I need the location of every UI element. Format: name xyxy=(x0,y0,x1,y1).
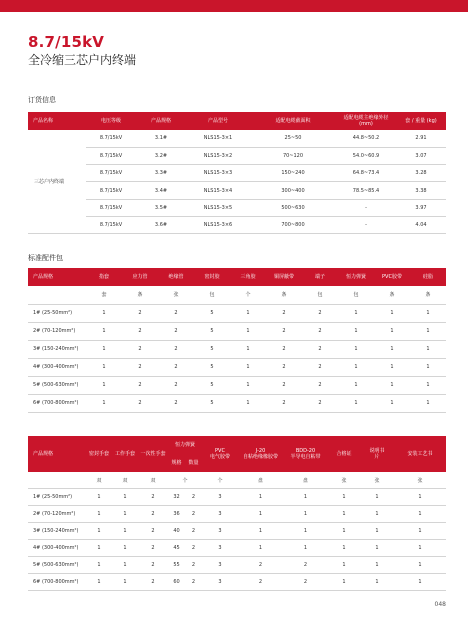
qty-cell: 1 xyxy=(86,556,112,573)
page-number: 048 xyxy=(434,601,446,608)
table-row xyxy=(28,358,446,376)
order-cell-spec: 3.2# xyxy=(136,147,186,164)
qty-cell: 1 xyxy=(112,489,138,506)
order-col-header: 适配电缆截面积 xyxy=(250,112,336,130)
qty-cell: 1 xyxy=(374,322,410,340)
qty-cell: 1 xyxy=(374,376,410,394)
page-title: 8.7/15kV xyxy=(28,33,105,51)
qty-cell: 2 xyxy=(122,322,158,340)
table-row xyxy=(28,556,446,573)
qty-cell: 2 xyxy=(122,376,158,394)
qty-cell: 1 xyxy=(410,304,446,322)
table-row xyxy=(28,573,446,590)
qty-cell: 5 xyxy=(194,358,230,376)
qty-cell: 1 xyxy=(86,394,122,412)
qty-cell: 1 xyxy=(360,540,394,557)
qty-cell: 2 xyxy=(302,394,338,412)
unit-cell: 张 xyxy=(394,472,446,489)
order-cell-diameter: 44.8~50.2 xyxy=(336,130,396,147)
qty-cell: 1 xyxy=(328,523,360,540)
table-row xyxy=(28,182,446,199)
qty-cell: 3 xyxy=(202,506,238,523)
qty-cell: 1 xyxy=(394,506,446,523)
qty-cell: 2 xyxy=(158,358,194,376)
qty-cell: 1 xyxy=(374,304,410,322)
order-cell-area: 150~240 xyxy=(250,165,336,182)
qty-cell: 1 xyxy=(86,322,122,340)
qty-cell: 1 xyxy=(238,506,283,523)
order-cell-model: NLS15-3×3 xyxy=(186,165,250,182)
unit-cell: 张 xyxy=(328,472,360,489)
spec-cell: 4# (300-400mm²) xyxy=(28,540,86,557)
qty-cell: 2 xyxy=(122,340,158,358)
std-col-header: 硅脂 xyxy=(410,268,446,286)
qty-cell: 2 xyxy=(122,394,158,412)
qty-cell: 1 xyxy=(238,540,283,557)
acc-sub-header: 数量 xyxy=(185,454,202,472)
qty-cell: 3 xyxy=(202,540,238,557)
qty-cell: 2 xyxy=(185,573,202,590)
unit-cell: 张 xyxy=(158,286,194,304)
unit-cell: 双 xyxy=(86,472,112,489)
qty-cell: 2 xyxy=(158,376,194,394)
table-row xyxy=(28,394,446,412)
qty-cell: 1 xyxy=(360,506,394,523)
order-cell-model: NLS15-3×1 xyxy=(186,130,250,147)
qty-cell: 1 xyxy=(338,322,374,340)
unit-cell: 包 xyxy=(194,286,230,304)
spec-cell: 3# (150-240mm²) xyxy=(28,340,86,358)
std-col-header: PVC胶带 xyxy=(374,268,410,286)
qty-cell: 2 xyxy=(158,304,194,322)
qty-cell: 1 xyxy=(328,573,360,590)
acc-sub-header: 规格 xyxy=(168,454,185,472)
order-cell-spec: 3.3# xyxy=(136,165,186,182)
unit-cell xyxy=(28,286,86,304)
qty-cell: 1 xyxy=(86,573,112,590)
extra-accessory-table xyxy=(28,436,446,591)
qty-cell: 1 xyxy=(338,340,374,358)
unit-row xyxy=(28,472,446,489)
qty-cell: 2 xyxy=(266,394,302,412)
std-col-header: 指套 xyxy=(86,268,122,286)
unit-cell: 个 xyxy=(230,286,266,304)
order-cell-spec: 3.6# xyxy=(136,216,186,233)
qty-cell: 3 xyxy=(202,573,238,590)
acc-col-header: J-20 自粘绝缘橡胶带 xyxy=(238,436,283,472)
qty-cell: 2 xyxy=(302,304,338,322)
qty-cell: 40 xyxy=(168,523,185,540)
acc-col-header: 工作手套 xyxy=(112,436,138,472)
table-row xyxy=(28,165,446,182)
qty-cell: 1 xyxy=(360,523,394,540)
qty-cell: 1 xyxy=(230,358,266,376)
qty-cell: 1 xyxy=(360,556,394,573)
acc-col-header: 密封手套 xyxy=(86,436,112,472)
qty-cell: 1 xyxy=(86,506,112,523)
qty-cell: 2 xyxy=(302,376,338,394)
qty-cell: 1 xyxy=(374,358,410,376)
std-col-header: 三角胶 xyxy=(230,268,266,286)
table-row xyxy=(28,340,446,358)
qty-cell: 2 xyxy=(266,376,302,394)
qty-cell: 1 xyxy=(112,573,138,590)
order-cell-area: 500~630 xyxy=(250,199,336,216)
spec-cell: 5# (500-630mm²) xyxy=(28,376,86,394)
qty-cell: 1 xyxy=(394,523,446,540)
qty-cell: 1 xyxy=(230,304,266,322)
spec-cell: 6# (700-800mm²) xyxy=(28,394,86,412)
qty-cell: 1 xyxy=(112,556,138,573)
qty-cell: 1 xyxy=(394,540,446,557)
std-col-header: 端子 xyxy=(302,268,338,286)
qty-cell: 45 xyxy=(168,540,185,557)
order-col-header: 适配电缆主绝缘外径 (mm) xyxy=(336,112,396,130)
qty-cell: 1 xyxy=(394,573,446,590)
table-row xyxy=(28,147,446,164)
qty-cell: 1 xyxy=(410,376,446,394)
unit-row xyxy=(28,286,446,304)
qty-cell: 1 xyxy=(328,489,360,506)
qty-cell: 5 xyxy=(194,340,230,358)
qty-cell: 1 xyxy=(86,304,122,322)
unit-cell: 个 xyxy=(202,472,238,489)
qty-cell: 1 xyxy=(410,340,446,358)
order-cell-voltage: 8.7/15kV xyxy=(86,165,136,182)
unit-cell: 盘 xyxy=(283,472,328,489)
order-col-header: 产品名称 xyxy=(28,112,86,130)
unit-cell: 包 xyxy=(302,286,338,304)
std-col-header: 铜屏蔽带 xyxy=(266,268,302,286)
order-cell-weight: 3.97 xyxy=(396,199,446,216)
spec-cell: 4# (300-400mm²) xyxy=(28,358,86,376)
qty-cell: 1 xyxy=(86,540,112,557)
order-cell-weight: 3.38 xyxy=(396,182,446,199)
table-row xyxy=(28,130,446,147)
qty-cell: 1 xyxy=(230,376,266,394)
order-col-header: 套 / 重量 (kg) xyxy=(396,112,446,130)
spec-cell: 1# (25-50mm²) xyxy=(28,489,86,506)
unit-cell-blank xyxy=(28,472,86,489)
qty-cell: 5 xyxy=(194,304,230,322)
qty-cell: 36 xyxy=(168,506,185,523)
acc-col-header: 说明书 片 xyxy=(360,436,394,472)
qty-cell: 1 xyxy=(86,523,112,540)
qty-cell: 2 xyxy=(302,322,338,340)
page-subtitle: 全冷缩三芯户内终端 xyxy=(28,53,137,67)
spec-cell: 3# (150-240mm²) xyxy=(28,523,86,540)
qty-cell: 1 xyxy=(338,304,374,322)
qty-cell: 1 xyxy=(238,489,283,506)
qty-cell: 2 xyxy=(122,358,158,376)
qty-cell: 2 xyxy=(283,573,328,590)
qty-cell: 2 xyxy=(185,540,202,557)
spec-cell: 2# (70-120mm²) xyxy=(28,506,86,523)
qty-cell: 1 xyxy=(230,340,266,358)
order-cell-voltage: 8.7/15kV xyxy=(86,182,136,199)
order-cell-diameter: - xyxy=(336,216,396,233)
order-cell-area: 700~800 xyxy=(250,216,336,233)
std-col-header: 产品规格 xyxy=(28,268,86,286)
order-cell-weight: 2.91 xyxy=(396,130,446,147)
qty-cell: 2 xyxy=(158,322,194,340)
acc-col-header: 恒力弹簧 xyxy=(168,436,202,454)
acc-col-header: 一次性手套 xyxy=(138,436,168,472)
order-cell-weight: 4.04 xyxy=(396,216,446,233)
qty-cell: 2 xyxy=(266,322,302,340)
unit-cell: 个 xyxy=(168,472,202,489)
order-cell-model: NLS15-3×2 xyxy=(186,147,250,164)
order-cell-voltage: 8.7/15kV xyxy=(86,130,136,147)
table-row xyxy=(28,199,446,216)
qty-cell: 1 xyxy=(86,340,122,358)
acc-col-header: 合格证 xyxy=(328,436,360,472)
qty-cell: 1 xyxy=(112,540,138,557)
std-col-header: 绝缘管 xyxy=(158,268,194,286)
qty-cell: 1 xyxy=(360,573,394,590)
unit-cell: 包 xyxy=(338,286,374,304)
qty-cell: 2 xyxy=(283,556,328,573)
qty-cell: 1 xyxy=(394,489,446,506)
order-cell-area: 300~400 xyxy=(250,182,336,199)
std-accessory-table xyxy=(28,268,446,413)
spec-cell: 2# (70-120mm²) xyxy=(28,322,86,340)
order-cell-voltage: 8.7/15kV xyxy=(86,199,136,216)
table-row xyxy=(28,322,446,340)
qty-cell: 1 xyxy=(328,506,360,523)
qty-cell: 1 xyxy=(328,540,360,557)
table-row xyxy=(28,376,446,394)
qty-cell: 1 xyxy=(230,394,266,412)
qty-cell: 3 xyxy=(202,556,238,573)
qty-cell: 1 xyxy=(338,394,374,412)
qty-cell: 1 xyxy=(86,358,122,376)
unit-cell: 条 xyxy=(266,286,302,304)
table-row xyxy=(28,523,446,540)
table-row xyxy=(28,540,446,557)
qty-cell: 2 xyxy=(158,340,194,358)
order-table xyxy=(28,112,446,234)
qty-cell: 2 xyxy=(122,304,158,322)
order-cell-voltage: 8.7/15kV xyxy=(86,216,136,233)
order-cell-diameter: - xyxy=(336,199,396,216)
qty-cell: 1 xyxy=(283,489,328,506)
qty-cell: 1 xyxy=(86,489,112,506)
order-cell-weight: 3.07 xyxy=(396,147,446,164)
std-col-header: 应力管 xyxy=(122,268,158,286)
qty-cell: 5 xyxy=(194,376,230,394)
unit-cell: 双 xyxy=(112,472,138,489)
qty-cell: 55 xyxy=(168,556,185,573)
qty-cell: 2 xyxy=(302,358,338,376)
qty-cell: 2 xyxy=(266,340,302,358)
qty-cell: 1 xyxy=(86,376,122,394)
table-row xyxy=(28,489,446,506)
spec-cell: 6# (700-800mm²) xyxy=(28,573,86,590)
qty-cell: 2 xyxy=(185,556,202,573)
acc-col-header: BDD-20 半导电自粘带 xyxy=(283,436,328,472)
qty-cell: 2 xyxy=(138,523,168,540)
spec-cell: 1# (25-50mm²) xyxy=(28,304,86,322)
qty-cell: 1 xyxy=(338,376,374,394)
unit-cell: 张 xyxy=(360,472,394,489)
order-section-title: 订货信息 xyxy=(28,96,56,104)
unit-cell: 套 xyxy=(86,286,122,304)
product-name-cell: 三芯户内终端 xyxy=(28,130,86,234)
qty-cell: 2 xyxy=(238,573,283,590)
unit-cell: 盘 xyxy=(238,472,283,489)
qty-cell: 1 xyxy=(410,322,446,340)
order-cell-model: NLS15-3×4 xyxy=(186,182,250,199)
qty-cell: 1 xyxy=(394,556,446,573)
order-cell-spec: 3.4# xyxy=(136,182,186,199)
qty-cell: 3 xyxy=(202,523,238,540)
table-row xyxy=(28,216,446,233)
top-accent-bar xyxy=(0,0,468,12)
qty-cell: 2 xyxy=(266,304,302,322)
qty-cell: 1 xyxy=(410,394,446,412)
qty-cell: 1 xyxy=(374,394,410,412)
qty-cell: 1 xyxy=(112,523,138,540)
acc-col-header: PVC 电气胶带 xyxy=(202,436,238,472)
order-cell-model: NLS15-3×6 xyxy=(186,216,250,233)
acc-col-header: 安装工艺书 xyxy=(394,436,446,472)
unit-cell: 条 xyxy=(374,286,410,304)
qty-cell: 1 xyxy=(112,506,138,523)
qty-cell: 60 xyxy=(168,573,185,590)
qty-cell: 2 xyxy=(138,540,168,557)
qty-cell: 32 xyxy=(168,489,185,506)
std-section-title: 标准配件包 xyxy=(28,254,63,262)
qty-cell: 1 xyxy=(374,340,410,358)
order-cell-diameter: 54.0~60.9 xyxy=(336,147,396,164)
table-row xyxy=(28,304,446,322)
order-cell-diameter: 64.8~73.4 xyxy=(336,165,396,182)
qty-cell: 1 xyxy=(283,523,328,540)
qty-cell: 1 xyxy=(230,322,266,340)
order-cell-weight: 3.28 xyxy=(396,165,446,182)
order-cell-diameter: 78.5~85.4 xyxy=(336,182,396,199)
qty-cell: 1 xyxy=(328,556,360,573)
order-col-header: 电压等级 xyxy=(86,112,136,130)
qty-cell: 1 xyxy=(283,506,328,523)
std-col-header: 密封胶 xyxy=(194,268,230,286)
order-col-header: 产品型号 xyxy=(186,112,250,130)
qty-cell: 2 xyxy=(266,358,302,376)
qty-cell: 2 xyxy=(238,556,283,573)
qty-cell: 1 xyxy=(283,540,328,557)
order-cell-spec: 3.5# xyxy=(136,199,186,216)
order-cell-spec: 3.1# xyxy=(136,130,186,147)
qty-cell: 1 xyxy=(410,358,446,376)
order-cell-model: NLS15-3×5 xyxy=(186,199,250,216)
qty-cell: 2 xyxy=(185,506,202,523)
qty-cell: 5 xyxy=(194,394,230,412)
order-cell-area: 25~50 xyxy=(250,130,336,147)
unit-cell: 条 xyxy=(410,286,446,304)
qty-cell: 2 xyxy=(138,489,168,506)
order-cell-area: 70~120 xyxy=(250,147,336,164)
acc-col-header: 产品规格 xyxy=(28,436,86,472)
qty-cell: 2 xyxy=(158,394,194,412)
table-row xyxy=(28,506,446,523)
qty-cell: 2 xyxy=(138,573,168,590)
qty-cell: 2 xyxy=(185,523,202,540)
qty-cell: 5 xyxy=(194,322,230,340)
order-col-header: 产品规格 xyxy=(136,112,186,130)
std-col-header: 恒力弹簧 xyxy=(338,268,374,286)
unit-cell: 条 xyxy=(122,286,158,304)
unit-cell: 双 xyxy=(138,472,168,489)
qty-cell: 2 xyxy=(302,340,338,358)
qty-cell: 1 xyxy=(360,489,394,506)
spec-cell: 5# (500-630mm²) xyxy=(28,556,86,573)
qty-cell: 3 xyxy=(202,489,238,506)
qty-cell: 2 xyxy=(185,489,202,506)
qty-cell: 1 xyxy=(238,523,283,540)
qty-cell: 2 xyxy=(138,556,168,573)
qty-cell: 1 xyxy=(338,358,374,376)
order-cell-voltage: 8.7/15kV xyxy=(86,147,136,164)
qty-cell: 2 xyxy=(138,506,168,523)
